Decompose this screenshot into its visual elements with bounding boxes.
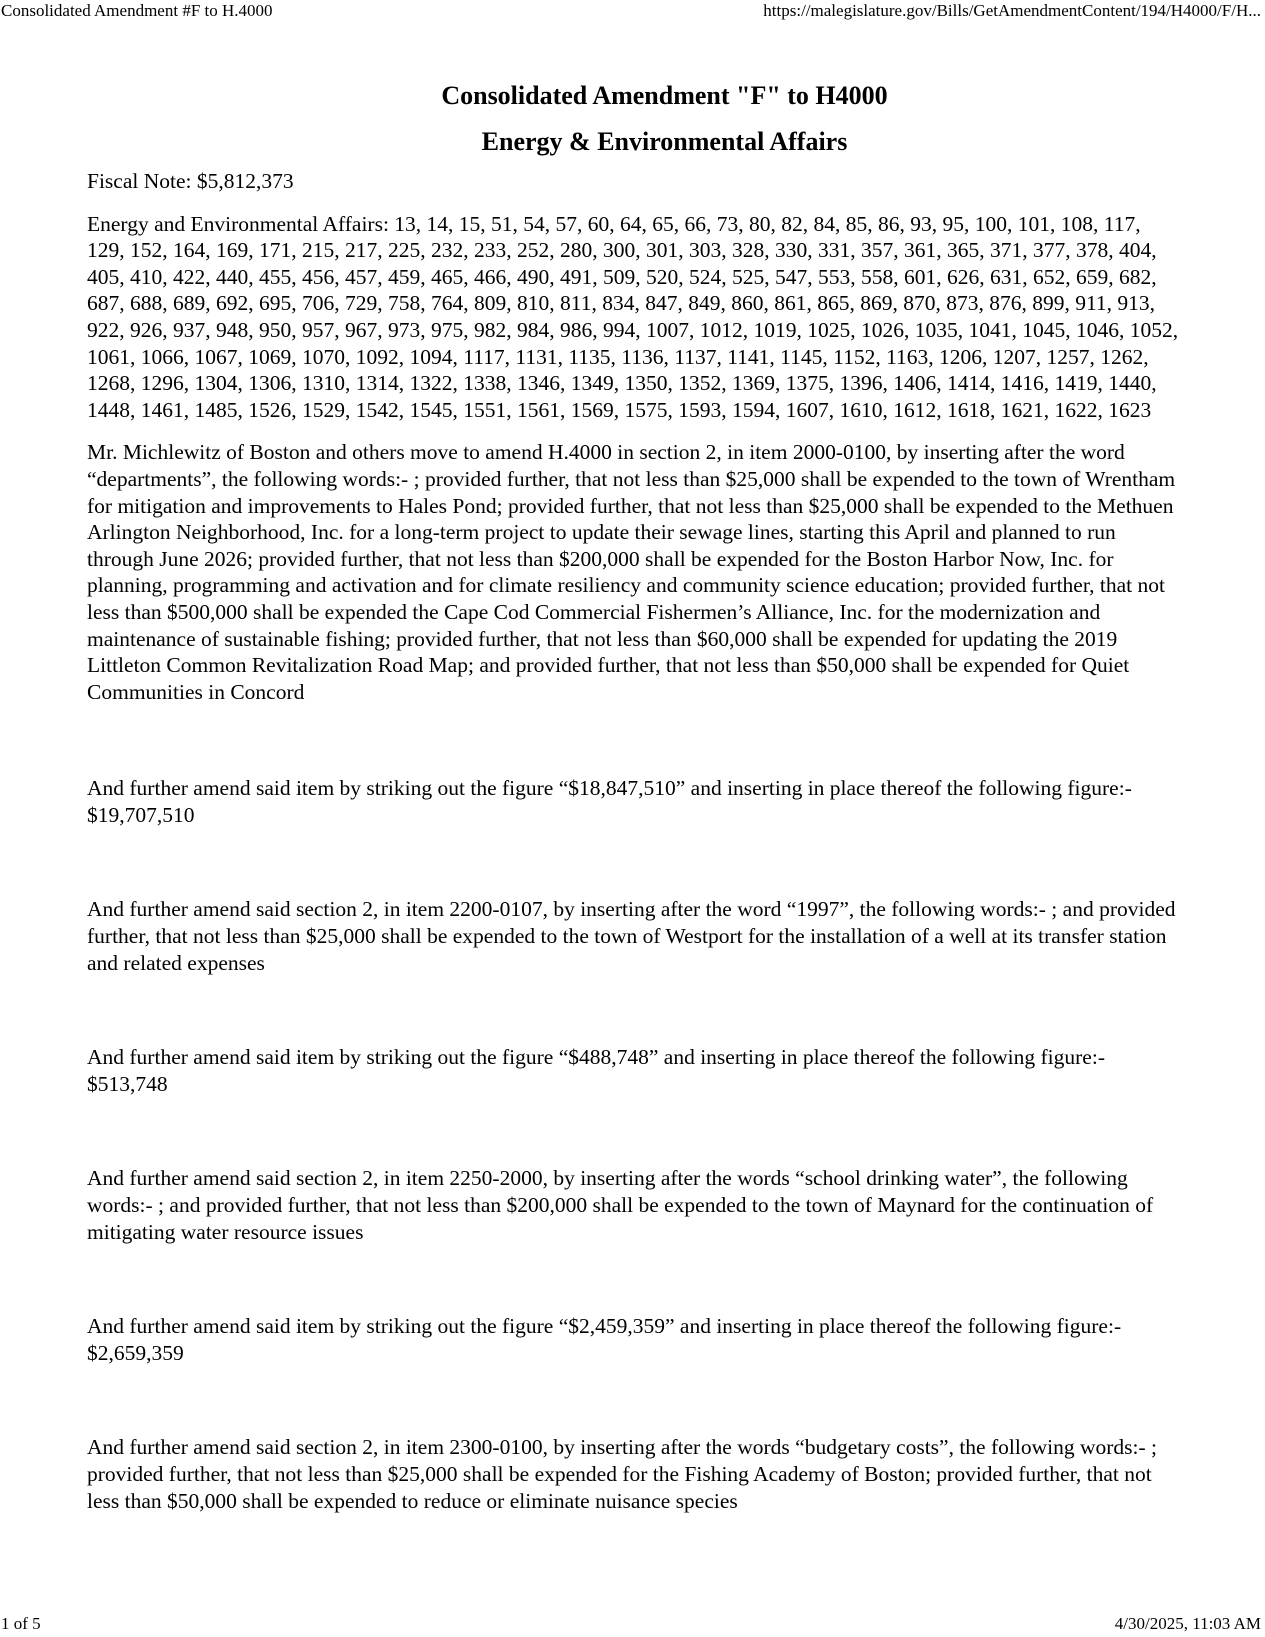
document-body xyxy=(87,80,1182,1582)
source-url[interactable]: https://malegislature.gov/Bills/GetAmendmentContent/194/H4000/F/H... xyxy=(763,1,1261,20)
amendment-paragraph: And further amend said section 2, in item 2250-2000, by inserting after the words “school drinking water”, the following words:- ; and provided further, that not less than $200,000 shall be expended to the town of Maynard for the continuation of mitigating water resource issues xyxy=(87,1166,1154,1244)
amendment-paragraph: And further amend said section 2, in item 2300-0100, by inserting after the words “budgetary costs”, the following words:- ; provided further, that not less than $25,000 shall be expended for the Fishing Academy of Boston; provided further, that not less than $50,000 shall be expended to reduce or eliminate nuisance species xyxy=(87,1435,1157,1513)
amendment-paragraph: And further amend said item by striking out the figure “$2,459,359” and inserting in place thereof the following figure:- $2,659,359 xyxy=(87,1314,1122,1365)
amendment-paragraph: And further amend said item by striking out the figure “$488,748” and inserting in place thereof the following figure:- $513,748 xyxy=(87,1045,1105,1096)
print-footer xyxy=(0,1611,1265,1637)
fiscal-note: Fiscal Note: $5,812,373 xyxy=(87,169,294,193)
document-subtitle: Energy & Environmental Affairs xyxy=(481,127,848,156)
print-header xyxy=(0,0,1265,22)
print-datetime: 4/30/2025, 11:03 AM xyxy=(1114,1614,1261,1633)
amendment-paragraph: Mr. Michlewitz of Boston and others move to amend H.4000 in section 2, in item 2000-0100, by inserting after the word “departments”, the following words:- ; provided further, that not less than $25,000 shall be expended to the town of Wrentham for mitigation and improvements to Hales Pond; provided further, that not less than $25,000 shall be expended to the Methuen Arlington Neighborhood, Inc. for a long-term project to update their sewage lines, starting this April and planned to run through June 2026; provided further, that not less than $200,000 shall be expended for the Boston Harbor Now, Inc. for planning, programming and activation and for climate resiliency and community science education; provided further, that not less than $500,000 shall be expended the Cape Cod Commercial Fishermen’s Alliance, Inc. for the modernization and maintenance of sustainable fishing; provided further, that not less than $60,000 shall be expended for updating the 2019 Littleton Common Revitalization Road Map; and provided further, that not less than $50,000 shall be expended for Quiet Communities in Concord xyxy=(87,440,1176,704)
page-number: 1 of 5 xyxy=(1,1614,41,1633)
amendment-paragraph: And further amend said section 2, in item 2200-0107, by inserting after the word “1997”, the following words:- ; and provided further, that not less than $25,000 shall be expended to the town of Westport for the installation of a well at its transfer station and related expenses xyxy=(87,897,1176,975)
affairs-list: Energy and Environmental Affairs: 13, 14, 15, 51, 54, 57, 60, 64, 65, 66, 73, 80, 82, 84, 85, 86, 93, 95, 100, 101, 108, 117, 129, 152, 164, 169, 171, 215, 217, 225, 232, 233, 252, 280, 300, 301, 303, 328, 330, 331, 357, 361, 365, 371, 377, 378, 404, 405, 410, 422, 440, 455, 456, 457, 459, 465, 466, 490, 491, 509, 520, 524, 525, 547, 553, 558, 601, 626, 631, 652, 659, 682, 687, 688, 689, 692, 695, 706, 729, 758, 764, 809, 810, 811, 834, 847, 849, 860, 861, 865, 869, 870, 873, 876, 899, 911, 913, 922, 926, 937, 948, 950, 957, 967, 973, 975, 982, 984, 986, 994, 1007, 1012, 1019, 1025, 1026, 1035, 1041, 1045, 1046, 1052, 1061, 1066, 1067, 1069, 1070, 1092, 1094, 1117, 1131, 1135, 1136, 1137, 1141, 1145, 1152, 1163, 1206, 1207, 1257, 1262, 1268, 1296, 1304, 1306, 1310, 1314, 1322, 1338, 1346, 1349, 1350, 1352, 1369, 1375, 1396, 1406, 1414, 1416, 1419, 1440, 1448, 1461, 1485, 1526, 1529, 1542, 1545, 1551, 1561, 1569, 1575, 1593, 1594, 1607, 1610, 1612, 1618, 1621, 1622, 1623 xyxy=(87,211,1179,422)
document-title: Consolidated Amendment "F" to H4000 xyxy=(441,81,888,110)
doc-title-header: Consolidated Amendment #F to H.4000 xyxy=(1,1,273,20)
amendment-paragraph: And further amend said item by striking out the figure “$18,847,510” and inserting in place thereof the following figure:- $19,707,510 xyxy=(87,776,1132,827)
